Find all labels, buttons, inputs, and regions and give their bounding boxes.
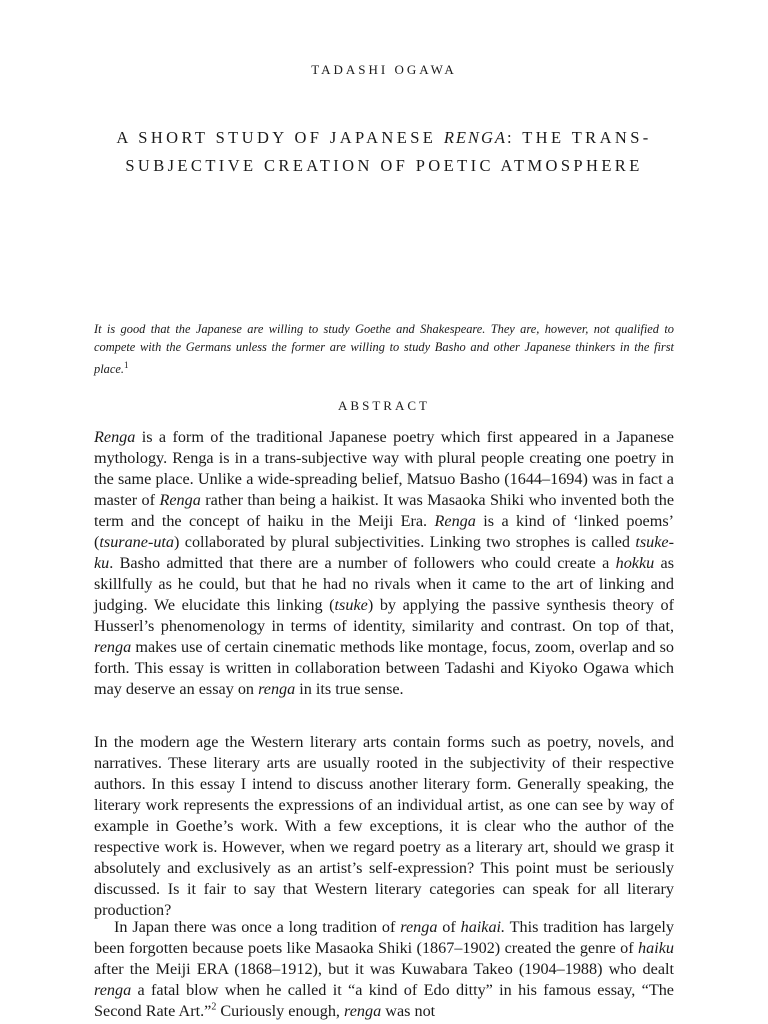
abstract-span: ) by applying the passive synthesis theory of Husserl’s phenomenology in terms of identity, similarity and contrast. On top of that,: [94, 596, 674, 635]
epigraph-text: It is good that the Japanese are willing to study Goethe and Shakespeare. They are, however, not qualified to compete with the Germans unless the former are willing to study Basho and other Japanese thinkers in the first place.: [94, 322, 674, 377]
title-italic-renga: RENGA: [443, 128, 507, 147]
term-tsuke-ku: tsuke-ku: [94, 533, 674, 572]
paragraph-span: Curiously enough,: [216, 1002, 345, 1020]
paper-title: [110, 124, 658, 180]
term-renga: renga: [344, 1002, 382, 1020]
body-paragraph-1: In the modern age the Western literary arts contain forms such as poetry, novels, and narratives. These literary arts are usually rooted in the subjectivity of their respective authors. In this essay I intend to discuss another literary form. Generally speaking, the literary work represents the expressions of an individual artist, as one can see by way of example in Goethe’s work. With a few exceptions, it is clear who the author of the respective work is. However, when we regard poetry as a literary art, should we grasp it absolutely and exclusively as an artist’s self-expression? This point must be seriously discussed. Is it fair to say that Western literary categories can speak for all literary production?: [94, 733, 674, 919]
title-part-1: A SHORT STUDY OF JAPANESE: [116, 128, 437, 147]
term-renga: Renga: [434, 512, 476, 530]
term-haikai: haikai.: [460, 918, 506, 936]
footnote-marker-2[interactable]: 2: [211, 1001, 217, 1013]
author-name: TADASHI OGAWA: [311, 62, 457, 77]
term-haiku: haiku: [638, 939, 674, 957]
paragraph-span: This tradition has largely been forgotten because poets like Masaoka Shiki (1867–1902) created the genre of: [94, 918, 675, 957]
term-renga: renga: [258, 680, 296, 698]
term-hokku: hokku: [615, 554, 655, 572]
footnote-marker-1[interactable]: 1: [123, 360, 129, 371]
abstract-span: is a form of the traditional Japanese poetry which first appeared in a Japanese mythology. Renga is in a trans-subjective way with plural people creating one poetry in the same place. Unlike a wide-spreading belief, Matsuo Basho (1644–1694) was in fact a master of: [94, 428, 674, 509]
abstract-span: is a kind of ‘linked poems’ (: [94, 512, 675, 551]
paragraph-span: after the Meiji ERA (1868–1912), but it was Kuwabara Takeo (1904–1988) who dealt: [94, 960, 674, 978]
abstract-span: makes use of certain cinematic methods like montage, focus, zoom, overlap and so forth. This essay is written in collaboration between Tadashi and Kiyoko Ogawa which may deserve an essay on: [94, 638, 674, 698]
abstract-heading: ABSTRACT: [338, 398, 430, 413]
abstract-span: rather than being a haikist. It was Masaoka Shiki who invented both the term and the concept of haiku in the Meiji Era.: [94, 491, 675, 530]
term-renga: renga: [94, 638, 132, 656]
paragraph-span: was not: [381, 1002, 436, 1020]
term-renga: renga: [94, 981, 132, 999]
abstract-span: in its true sense.: [295, 680, 404, 698]
term-renga: Renga: [159, 491, 201, 509]
paragraph-span: a fatal blow when he called it “a kind of Edo ditty” in his famous essay, “The Second Rate Art.”: [94, 981, 674, 1020]
body-paragraph-2: [94, 917, 674, 1022]
abstract-span: . Basho admitted that there are a number of followers who could create a: [109, 554, 616, 572]
abstract-span: ) collaborated by plural subjectivities. Linking two strophes is called: [174, 533, 636, 551]
paragraph-span: of: [437, 918, 461, 936]
paragraph-span: In Japan there was once a long tradition of: [114, 918, 401, 936]
term-tsuke: tsuke: [334, 596, 368, 614]
abstract-text: [94, 427, 674, 700]
epigraph: [94, 320, 674, 379]
term-tsurane-uta: tsurane-uta: [99, 533, 175, 551]
term-renga: renga: [400, 918, 438, 936]
term-renga: Renga: [94, 428, 136, 446]
abstract-span: as skillfully as he could, but that he had no rivals when it came to the art of linking and judging. We elucidate this linking (: [94, 554, 675, 614]
title-part-2: : THE TRANS-SUBJECTIVE CREATION OF POETIC ATMOSPHERE: [125, 128, 652, 175]
